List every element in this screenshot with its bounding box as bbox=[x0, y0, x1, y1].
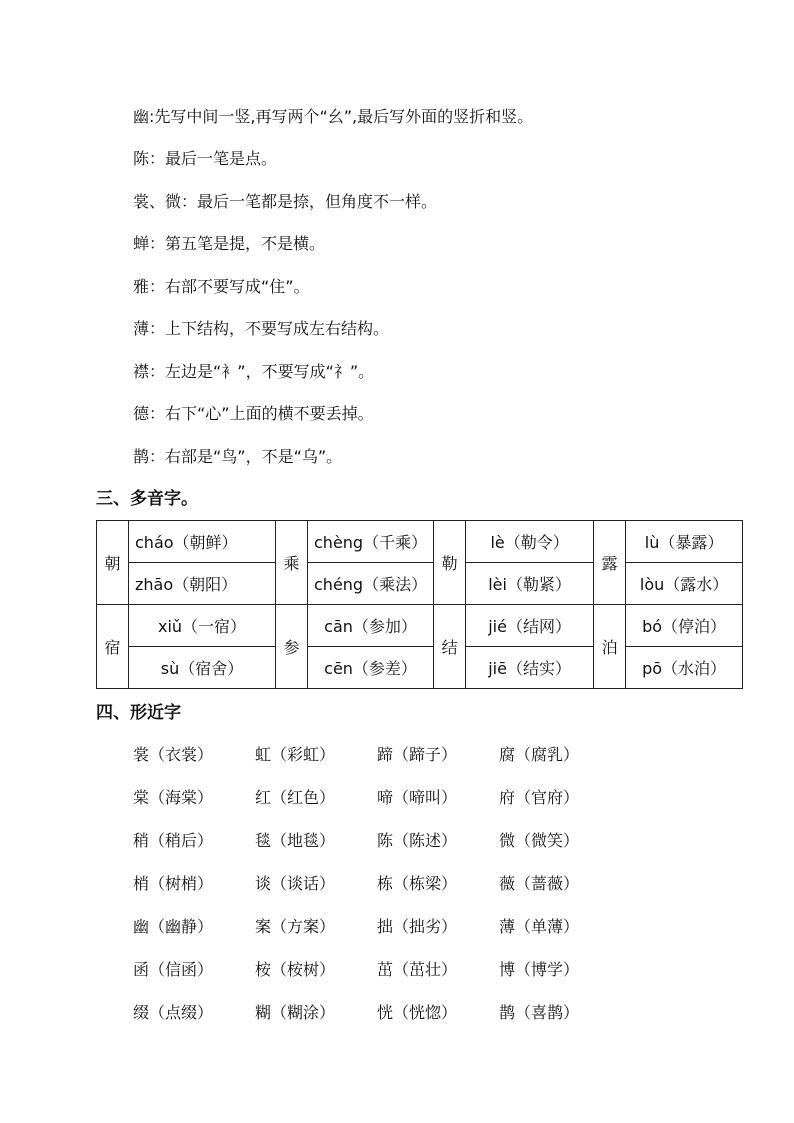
poly-reading: chèng（千乘） bbox=[308, 521, 434, 563]
word-item: 缀（点缀） bbox=[133, 1003, 214, 1022]
poly-char: 结 bbox=[434, 605, 466, 689]
word-item: 薇（蔷薇） bbox=[499, 874, 580, 893]
note-line: 德：右下“心”上面的横不要丢掉。 bbox=[133, 404, 374, 423]
poly-reading: xiǔ（一宿） bbox=[129, 605, 276, 647]
word-item: 稍（稍后） bbox=[133, 831, 214, 850]
word-item: 梢（树梢） bbox=[133, 874, 214, 893]
poly-reading: jié（结网） bbox=[466, 605, 594, 647]
word-item: 糊（糊涂） bbox=[255, 1003, 336, 1022]
poly-reading: sù（宿舍） bbox=[129, 647, 276, 689]
word-item: 桉（桉树） bbox=[255, 960, 336, 979]
poly-reading: cēn（参差） bbox=[308, 647, 434, 689]
poly-reading: chéng（乘法） bbox=[308, 563, 434, 605]
list-row bbox=[133, 828, 621, 871]
word-item: 红（红色） bbox=[255, 788, 336, 807]
word-item: 拙（拙劣） bbox=[377, 917, 458, 936]
section-heading-polyphones: 三、多音字。 bbox=[96, 489, 198, 509]
list-row bbox=[133, 742, 621, 785]
poly-reading: cān（参加） bbox=[308, 605, 434, 647]
poly-reading: lù（暴露） bbox=[626, 521, 743, 563]
table-row bbox=[97, 605, 743, 647]
word-item: 虹（彩虹） bbox=[255, 745, 336, 764]
list-row bbox=[133, 871, 621, 914]
word-item: 微（微笑） bbox=[499, 831, 580, 850]
note-line: 裳、微：最后一笔都是捺，但角度不一样。 bbox=[133, 192, 438, 211]
note-line: 蝉：第五笔是提，不是横。 bbox=[133, 234, 326, 253]
word-item: 府（官府） bbox=[499, 788, 580, 807]
word-item: 啼（啼叫） bbox=[377, 788, 458, 807]
word-item: 裳（衣裳） bbox=[133, 745, 214, 764]
table-row bbox=[97, 563, 743, 605]
word-item: 案（方案） bbox=[255, 917, 336, 936]
note-line: 鹊：右部是“鸟”，不是“乌”。 bbox=[133, 447, 343, 466]
poly-char: 朝 bbox=[97, 521, 129, 605]
list-row bbox=[133, 1000, 621, 1043]
word-item: 薄（单薄） bbox=[499, 917, 580, 936]
note-line: 薄：上下结构，不要写成左右结构。 bbox=[133, 319, 390, 338]
note-line: 雅：右部不要写成“住”。 bbox=[133, 277, 310, 296]
poly-reading: bó（停泊） bbox=[626, 605, 743, 647]
poly-char: 参 bbox=[276, 605, 308, 689]
poly-reading: zhāo（朝阳） bbox=[129, 563, 276, 605]
note-line: 陈：最后一笔是点。 bbox=[133, 149, 278, 168]
word-item: 幽（幽静） bbox=[133, 917, 214, 936]
poly-char: 宿 bbox=[97, 605, 129, 689]
list-row bbox=[133, 914, 621, 957]
poly-reading: lèi（勒紧） bbox=[466, 563, 594, 605]
section-heading-similar-chars: 四、形近字 bbox=[96, 703, 181, 723]
list-row bbox=[133, 957, 621, 1000]
word-item: 毯（地毯） bbox=[255, 831, 336, 850]
poly-reading: cháo（朝鲜） bbox=[129, 521, 276, 563]
poly-reading: pō（水泊） bbox=[626, 647, 743, 689]
poly-reading: lè（勒令） bbox=[466, 521, 594, 563]
word-item: 鹊（喜鹊） bbox=[499, 1003, 580, 1022]
word-item: 谈（谈话） bbox=[255, 874, 336, 893]
poly-char: 泊 bbox=[594, 605, 626, 689]
poly-char: 乘 bbox=[276, 521, 308, 605]
poly-reading: lòu（露水） bbox=[626, 563, 743, 605]
polyphone-table bbox=[96, 520, 743, 689]
word-item: 恍（恍惚） bbox=[377, 1003, 458, 1022]
word-item: 函（信函） bbox=[133, 960, 214, 979]
table-row bbox=[97, 647, 743, 689]
word-item: 腐（腐乳） bbox=[499, 745, 580, 764]
poly-char: 勒 bbox=[434, 521, 466, 605]
note-line: 襟：左边是“衤”，不要写成“礻”。 bbox=[133, 362, 375, 381]
word-item: 蹄（蹄子） bbox=[377, 745, 458, 764]
table-row bbox=[97, 521, 743, 563]
word-item: 陈（陈述） bbox=[377, 831, 458, 850]
word-item: 栋（栋梁） bbox=[377, 874, 458, 893]
note-line: 幽:先写中间一竖,再写两个“幺”,最后写外面的竖折和竖。 bbox=[133, 107, 534, 126]
similar-char-grid bbox=[133, 742, 621, 1043]
word-item: 茁（茁壮） bbox=[377, 960, 458, 979]
word-item: 博（博学） bbox=[499, 960, 580, 979]
list-row bbox=[133, 785, 621, 828]
poly-char: 露 bbox=[594, 521, 626, 605]
word-item: 棠（海棠） bbox=[133, 788, 214, 807]
poly-reading: jiē（结实） bbox=[466, 647, 594, 689]
